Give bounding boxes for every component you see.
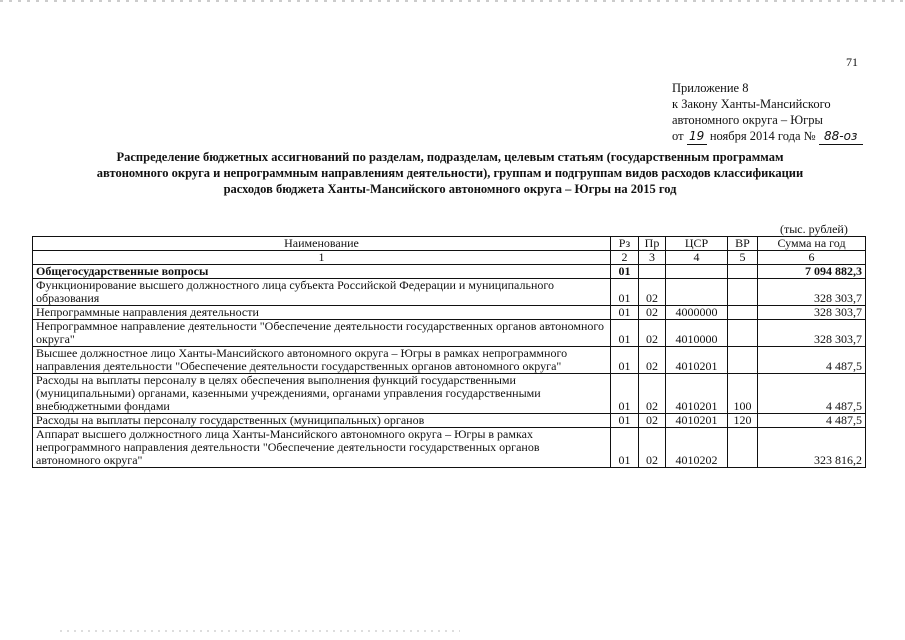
appendix-line-3: автономного округа – Югры (672, 113, 823, 127)
appendix-block (672, 80, 863, 145)
cell-name: Непрограммные направления деятельности (33, 306, 611, 320)
appendix-line-2: к Закону Ханты-Мансийского (672, 97, 831, 111)
cell-vr (728, 347, 758, 374)
cell-sum: 4 487,5 (758, 347, 866, 374)
cell-name: Общегосударственные вопросы (33, 265, 611, 279)
cell-pr: 02 (639, 279, 666, 306)
column-number: 1 (33, 251, 611, 265)
cell-vr (728, 320, 758, 347)
cell-pr: 02 (639, 414, 666, 428)
cell-rz: 01 (611, 265, 639, 279)
cell-rz: 01 (611, 347, 639, 374)
cell-vr: 100 (728, 374, 758, 414)
cell-sum: 328 303,7 (758, 320, 866, 347)
cell-pr: 02 (639, 347, 666, 374)
table-row (33, 428, 866, 468)
table-header-row (33, 237, 866, 251)
document-title (40, 149, 860, 197)
cell-rz: 01 (611, 320, 639, 347)
column-number-row (33, 251, 866, 265)
appendix-date-day: 19 (687, 128, 707, 145)
cell-rz: 01 (611, 279, 639, 306)
cell-sum: 4 487,5 (758, 374, 866, 414)
cell-name: Функционирование высшего должностного лица субъекта Российской Федерации и муниципального образования (33, 279, 611, 306)
header-vr: ВР (728, 237, 758, 251)
cell-rz: 01 (611, 414, 639, 428)
cell-csr: 4010202 (666, 428, 728, 468)
cell-csr: 4010000 (666, 320, 728, 347)
scan-artifact-bottom (60, 630, 460, 632)
header-pr: Пр (639, 237, 666, 251)
cell-vr: 120 (728, 414, 758, 428)
cell-sum: 328 303,7 (758, 279, 866, 306)
column-number: 4 (666, 251, 728, 265)
page-number: 71 (846, 55, 858, 69)
cell-name: Непрограммное направление деятельности "Обеспечение деятельности государственных органов автономного округа" (33, 320, 611, 347)
cell-vr (728, 265, 758, 279)
cell-rz: 01 (611, 428, 639, 468)
cell-pr: 02 (639, 374, 666, 414)
column-number: 2 (611, 251, 639, 265)
title-line-2: автономного округа и непрограммным направлениям деятельности), группам и подгруппам видов расходов классификации (96, 166, 804, 180)
budget-table (32, 236, 866, 468)
cell-name: Аппарат высшего должностного лица Ханты-Мансийского автономного округа – Югры в рамках непрограммного направления деятельности "Обеспечение деятельности государственных органов автономного округа" (33, 428, 611, 468)
column-number: 6 (758, 251, 866, 265)
table-row (33, 347, 866, 374)
cell-name: Высшее должностное лицо Ханты-Мансийского автономного округа – Югры в рамках непрограммного направления деятельности "Обеспечение деятельности государственных органов автономного округа" (33, 347, 611, 374)
table-row (33, 265, 866, 279)
appendix-line-1: Приложение 8 (672, 81, 749, 95)
table-row (33, 279, 866, 306)
appendix-date-line (672, 128, 863, 145)
cell-pr: 02 (639, 428, 666, 468)
column-number: 3 (639, 251, 666, 265)
cell-sum: 7 094 882,3 (758, 265, 866, 279)
cell-csr (666, 279, 728, 306)
cell-rz: 01 (611, 306, 639, 320)
appendix-date-prefix: от (672, 129, 684, 143)
cell-csr: 4010201 (666, 374, 728, 414)
cell-csr: 4010201 (666, 414, 728, 428)
scan-artifact-top (0, 0, 905, 2)
appendix-date-rest: ноября 2014 года № (709, 129, 816, 143)
cell-csr (666, 265, 728, 279)
appendix-law-number: 88-оз (819, 128, 863, 145)
cell-pr: 02 (639, 306, 666, 320)
unit-label: (тыс. рублей) (780, 222, 848, 236)
cell-vr (728, 306, 758, 320)
cell-pr: 02 (639, 320, 666, 347)
header-rz: Рз (611, 237, 639, 251)
cell-sum: 4 487,5 (758, 414, 866, 428)
table-row (33, 414, 866, 428)
column-number: 5 (728, 251, 758, 265)
cell-sum: 328 303,7 (758, 306, 866, 320)
table-row (33, 374, 866, 414)
cell-vr (728, 428, 758, 468)
table-row (33, 320, 866, 347)
title-line-1: Распределение бюджетных ассигнований по разделам, подразделам, целевым статьям (государственным программам (116, 150, 784, 164)
cell-name: Расходы на выплаты персоналу государственных (муниципальных) органов (33, 414, 611, 428)
cell-rz: 01 (611, 374, 639, 414)
cell-sum: 323 816,2 (758, 428, 866, 468)
header-name: Наименование (33, 237, 611, 251)
header-csr: ЦСР (666, 237, 728, 251)
title-line-3: расходов бюджета Ханты-Мансийского автономного округа – Югры на 2015 год (223, 182, 677, 196)
cell-name: Расходы на выплаты персоналу в целях обеспечения выполнения функций государственными (муниципальными) органами, казенными учреждениями, органами управления государственными внебюджетными фондами (33, 374, 611, 414)
table-row (33, 306, 866, 320)
cell-vr (728, 279, 758, 306)
cell-csr: 4000000 (666, 306, 728, 320)
cell-csr: 4010201 (666, 347, 728, 374)
header-sum: Сумма на год (758, 237, 866, 251)
cell-pr (639, 265, 666, 279)
